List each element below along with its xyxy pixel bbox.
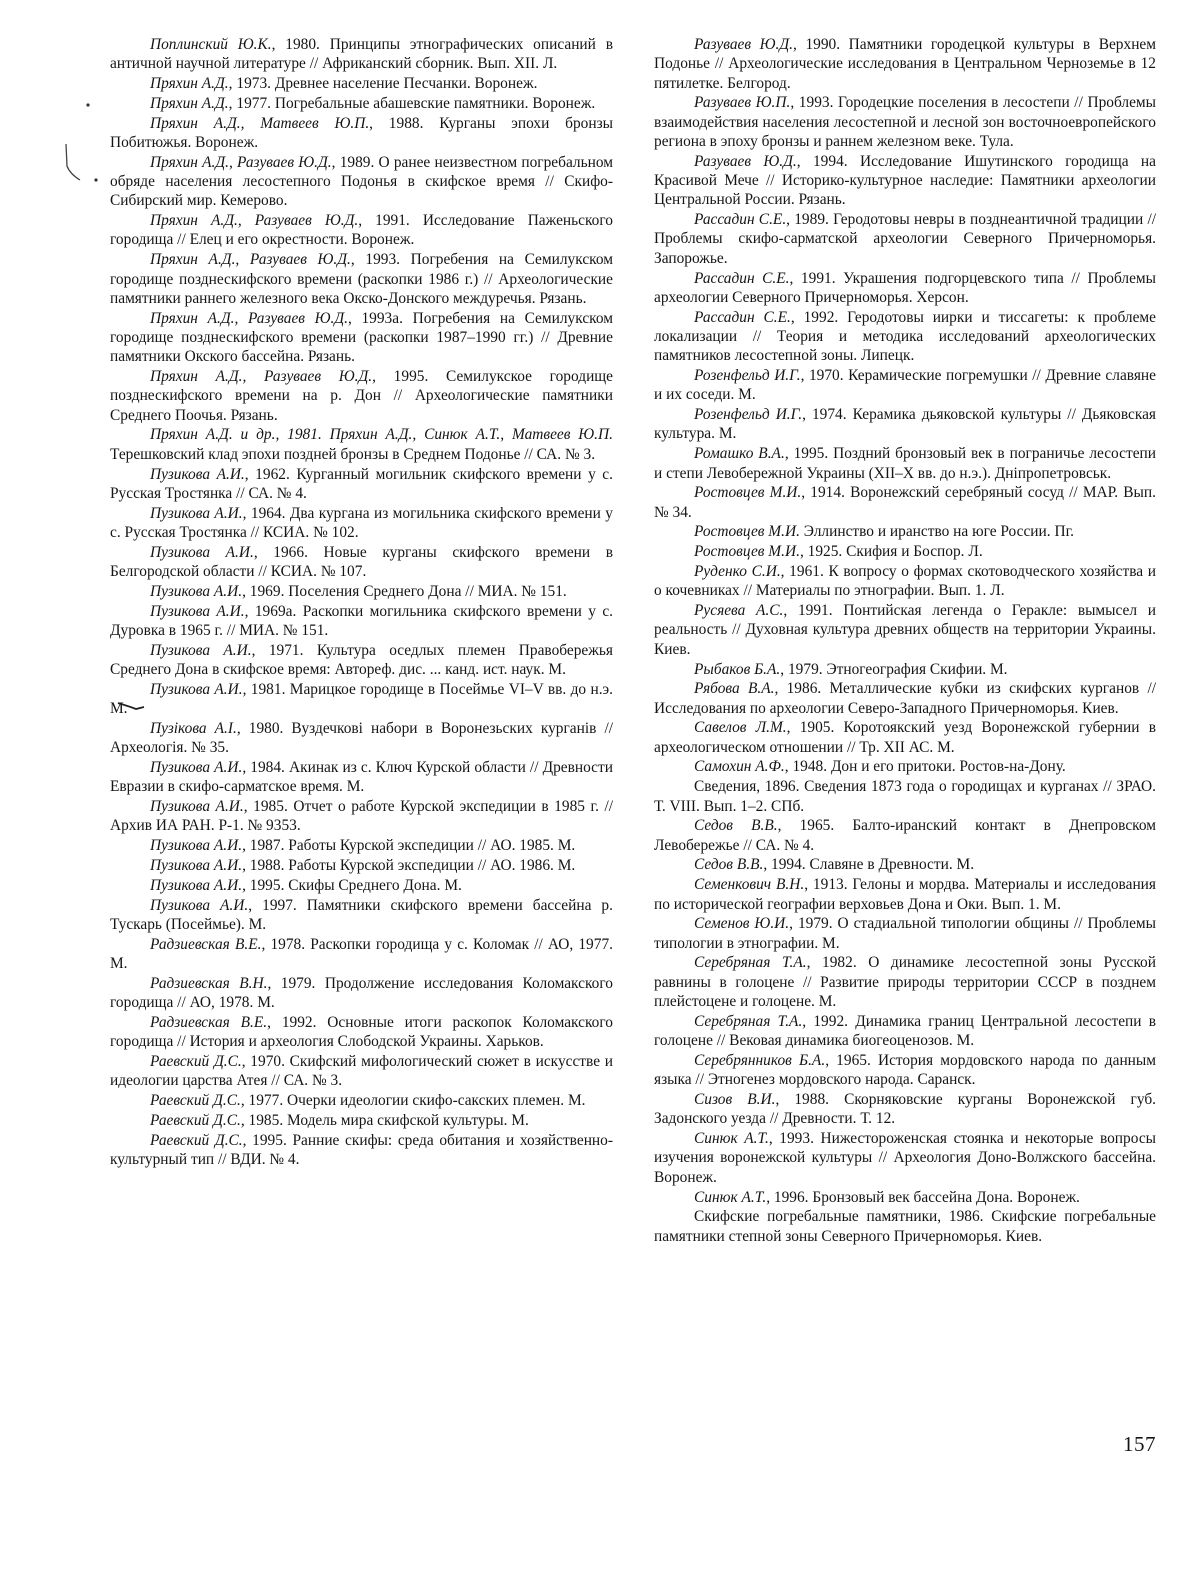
entry-author: Разуваев Ю.П. bbox=[694, 94, 791, 112]
entry-author: Руденко С.И. bbox=[694, 563, 781, 581]
entry-author: Пузикова А.И. bbox=[150, 876, 243, 894]
bibliography-entry bbox=[110, 153, 613, 211]
bibliography-entry bbox=[110, 602, 613, 641]
entry-author: Пряхин А.Д., Разуваев Ю.Д. bbox=[150, 153, 332, 171]
entry-text: , 1995. Скифы Среднего Дона. М. bbox=[242, 876, 462, 894]
entry-text: , 1992. Основные итоги раскопок Коломакского городища // История и археология Слободской Украины. Харьков. bbox=[110, 1013, 613, 1051]
bibliography-entry bbox=[110, 250, 613, 308]
entry-text: , 1914. Воронежский серебряный сосуд // МАР. Вып. № 34. bbox=[654, 484, 1156, 521]
entry-author: Рассадин С.Е. bbox=[694, 269, 790, 287]
entry-author: Ростовцев М.И. bbox=[694, 523, 800, 541]
entry-text: , 1977. Очерки идеологии скифо-сакских племен. М. bbox=[240, 1092, 586, 1110]
entry-author: Пузикова А.И. bbox=[150, 504, 243, 522]
entry-author: Рябова В.А. bbox=[694, 680, 775, 698]
entry-text: Терешковский клад эпохи поздней бронзы в Среднем Подонье // СА. № 3. bbox=[110, 445, 596, 463]
entry-text: , 1962. Курганный могильник скифского времени у с. Русская Тростянка // СА. № 4. bbox=[110, 465, 613, 502]
entry-text: , 1965. История мордовского народа по данным языка // Этногенез мордовского народа. Саранск. bbox=[654, 1051, 1156, 1089]
entry-text: , 1961. К вопросу о формах скотоводческого хозяйства и о кочевниках // Материалы по этнографии. Вып. 1. Л. bbox=[654, 563, 1156, 600]
bibliography-entry bbox=[110, 35, 613, 74]
page-number: 157 bbox=[1123, 1432, 1156, 1456]
bibliography-entry bbox=[110, 465, 613, 504]
entry-text: , 1989. О ранее неизвестном погребальном обряде населения лесостепного Подонья в скифское время // Скифо-Сибирский мир. Кемерово. bbox=[110, 153, 614, 210]
entry-text: , 1995. Семилукское городище позднескифского времени на р. Дон // Археологические памятники Среднего Поочья. Рязань. bbox=[110, 368, 613, 424]
bibliography-entry bbox=[110, 1111, 613, 1130]
entry-text: , 1995. Ранние скифы: среда обитания и хозяйственно-культурный тип // ВДИ. № 4. bbox=[110, 1131, 613, 1168]
entry-text: , 1913. Гелоны и мордва. Материалы и исследования по исторической географии верховьев Дона и Оки. Вып. 1. М. bbox=[654, 876, 1156, 913]
bibliography-entry bbox=[654, 1188, 1156, 1207]
entry-text: , 1980. Вуздечкові набори в Воронезьских курганів // Археологія. № 35. bbox=[110, 719, 613, 757]
entry-text: Эллинство и иранство на юге России. Пг. bbox=[799, 523, 1075, 541]
bibliography-entry bbox=[110, 1013, 613, 1052]
entry-author: Пузикова А.И. bbox=[150, 602, 245, 620]
entry-author: Пузикова А.И. bbox=[150, 798, 244, 816]
entry-author: Седов В.В. bbox=[694, 856, 764, 874]
bibliography-entry bbox=[110, 836, 613, 855]
entry-author: Семенкович В.Н. bbox=[694, 876, 805, 894]
entry-author: Пряхин А.Д. bbox=[150, 94, 229, 112]
entry-author: Серебряная Т.А. bbox=[694, 954, 807, 972]
bibliography-entry bbox=[110, 641, 613, 680]
bibliography-entry bbox=[654, 93, 1156, 151]
entry-author: Разуваев Ю.Д. bbox=[694, 152, 797, 170]
entry-text: , 1974. Керамика дьяковской культуры // Дьяковская культура. М. bbox=[654, 406, 1157, 443]
entry-author: Рассадин С.Е. bbox=[694, 308, 791, 326]
bibliography-entry bbox=[654, 601, 1156, 659]
bibliography-entry bbox=[110, 856, 613, 875]
entry-text: , 1964. Два кургана из могильника скифского времени у с. Русская Тростянка // КСИА. № 102. bbox=[110, 504, 613, 541]
entry-text: , 1979. Продолжение исследования Коломакского городища // АО, 1978. М. bbox=[110, 974, 613, 1012]
entry-text: , 1969а. Раскопки могильника скифского времени у с. Дуровка в 1965 г. // МИА. № 151. bbox=[110, 602, 613, 639]
bibliography-entry bbox=[110, 74, 613, 93]
entry-text: , 1966. Новые курганы скифского времени в Белгородской области // КСИА. № 107. bbox=[110, 543, 613, 581]
entry-author: Пузикова А.И. bbox=[150, 543, 254, 561]
bibliography-entry bbox=[654, 1051, 1156, 1090]
entry-text: , 1991. Исследование Паженьского городища // Елец и его окрестности. Воронеж. bbox=[110, 212, 613, 249]
entry-text: , 1988. Скорняковские курганы Воронежской губ. Задонского уезда // Древности. Т. 12. bbox=[654, 1091, 1156, 1128]
entry-author: Пузикова А.И. bbox=[150, 680, 243, 698]
bibliography-entry bbox=[654, 542, 1156, 561]
entry-author: Пряхин А.Д. bbox=[150, 75, 229, 93]
entry-text: , 1969. Поселения Среднего Дона // МИА. № 151. bbox=[242, 582, 567, 600]
entry-text: , 1988. Работы Курской экспедиции // АО. 1986. М. bbox=[242, 856, 576, 874]
entry-text: , 1989. Геродотовы невры в позднеантичной традиции // Проблемы скифо-сарматской археологии Северного Причерноморья. Запорожье. bbox=[654, 211, 1156, 267]
bibliography-column-left bbox=[110, 35, 613, 1170]
entry-author: Пузикова А.И. bbox=[150, 641, 252, 659]
entry-author: Радзиевская В.Е. bbox=[150, 1013, 268, 1031]
bibliography-entry bbox=[110, 876, 613, 895]
entry-author: Серебрянников Б.А. bbox=[694, 1051, 826, 1069]
bibliography-entry bbox=[110, 504, 613, 543]
entry-author: Розенфельд И.Г. bbox=[694, 406, 803, 424]
bibliography-entry bbox=[110, 797, 613, 836]
entry-author: Пряхин А.Д., Разуваев Ю.Д. bbox=[150, 368, 373, 386]
entry-text: , 1994. Славяне в Древности. М. bbox=[763, 856, 975, 874]
entry-text: , 1995. Поздний бронзовый век в пограничье лесостепи и степи Левобережной Украины (XII–X вв. до н.э.). Днiпропетровськ. bbox=[654, 445, 1156, 482]
bibliography-entry bbox=[110, 367, 613, 425]
bibliography-entry bbox=[654, 1012, 1156, 1051]
bibliography-entry bbox=[654, 1090, 1156, 1129]
entry-author: Раевский Д.С. bbox=[150, 1092, 241, 1110]
bibliography-entry bbox=[110, 974, 613, 1013]
entry-text: , 1970. Скифский мифологический сюжет в искусстве и идеологии царства Атея // СА. № 3. bbox=[110, 1052, 613, 1090]
entry-author: Серебряная Т.А. bbox=[694, 1012, 803, 1030]
entry-text: , 1993а. Погребения на Семилукском городище позднескифского времени (раскопки 1987–1990 гг.) // Древние памятники Окского бассейна. Рязань. bbox=[110, 309, 613, 366]
bibliography-entry bbox=[110, 114, 613, 153]
bibliography-entry bbox=[654, 210, 1156, 268]
bibliography-entry bbox=[110, 680, 613, 719]
bibliography-entry bbox=[654, 777, 1156, 816]
entry-author: Русяева А.С. bbox=[694, 602, 784, 620]
entry-text: , 1992. Динамика границ Центральной лесостепи в голоцене // Вековая динамика биогеоценозов. М. bbox=[654, 1012, 1156, 1050]
bibliography-entry bbox=[110, 1052, 613, 1091]
bibliography-entry bbox=[110, 211, 613, 250]
bibliography-entry bbox=[110, 758, 613, 797]
entry-author: Самохин А.Ф. bbox=[694, 758, 785, 776]
entry-author: Пузикова А.И. bbox=[150, 758, 243, 776]
entry-author: Пузикова А.И. bbox=[150, 465, 245, 483]
bibliography-entry bbox=[654, 308, 1156, 366]
entry-author: Савелов Л.М. bbox=[694, 719, 787, 737]
entry-text: , 1991. Украшения подгорцевского типа // Проблемы археологии Северного Причерноморья. Херсон. bbox=[654, 269, 1156, 306]
bibliography-entry bbox=[654, 953, 1156, 1011]
entry-author: Синюк А.Т. bbox=[694, 1188, 767, 1206]
bibliography-entry bbox=[654, 855, 1156, 874]
bibliography-entry bbox=[654, 757, 1156, 776]
entry-author: Ростовцев М.И. bbox=[694, 543, 800, 561]
bibliography-entry bbox=[110, 425, 613, 464]
bibliography-entry bbox=[110, 309, 613, 367]
entry-text: , 1994. Исследование Ишутинского городища на Красивой Мече // Историко-культурное наследие: Памятники археологии Центральной России. Рязань. bbox=[654, 152, 1156, 209]
bibliography-entry bbox=[654, 718, 1156, 757]
bibliography-entry bbox=[110, 94, 613, 113]
bibliography-entry bbox=[110, 543, 613, 582]
bibliography-entry bbox=[654, 875, 1156, 914]
entry-author: Рассадин С.Е. bbox=[694, 211, 787, 229]
entry-author: Пряхин А.Д., Матвеев Ю.П. bbox=[150, 114, 370, 132]
bibliography-entry bbox=[654, 444, 1156, 483]
entry-text: , 1979. О стадиальной типологии общины // Проблемы типологии в этнографии. М. bbox=[654, 915, 1157, 952]
entry-author: Радзиевская В.Е. bbox=[150, 935, 262, 953]
entry-text: Сведения, 1896. Сведения 1873 года о городищах и курганах // ЗРАО. Т. VIII. Вып. 1–2. СПб. bbox=[654, 778, 1156, 815]
entry-author: Ромашко В.А. bbox=[694, 445, 785, 463]
bibliography-entry bbox=[110, 582, 613, 601]
bibliography-entry bbox=[654, 35, 1156, 93]
entry-author: Пузикова А.И. bbox=[150, 582, 243, 600]
entry-text: Скифские погребальные памятники, 1986. Скифские погребальные памятники степной зоны Северного Причерноморья. Киев. bbox=[654, 1208, 1156, 1245]
entry-text: , 1981. Марицкое городище в Посеймье VI–V вв. до н.э. М. bbox=[110, 680, 613, 718]
entry-author: Ростовцев М.И. bbox=[694, 484, 802, 502]
entry-text: , 1987. Работы Курской экспедиции // АО. 1985. М. bbox=[242, 837, 576, 855]
entry-text: , 1979. Этногеография Скифии. М. bbox=[780, 660, 1008, 678]
bibliography-entry bbox=[654, 483, 1156, 522]
entry-text: , 1996. Бронзовый век бассейна Дона. Воронеж. bbox=[766, 1188, 1080, 1206]
entry-text: , 1993. Нижестороженская стоянка и некоторые вопросы изучения воронежской культуры // Археология Доно-Волжского бассейна. Воронеж. bbox=[654, 1130, 1156, 1186]
entry-text: , 1991. Понтийская легенда о Геракле: вымысел и реальность // Духовная культура древних обществ на территории Украины. Киев. bbox=[654, 602, 1156, 658]
entry-text: , 1990. Памятники городецкой культуры в Верхнем Подонье // Археологические исследования в Центральном Черноземье в 12 пятилетке. Белгород. bbox=[654, 36, 1157, 92]
entry-text: , 1973. Древнее население Песчанки. Воронеж. bbox=[228, 75, 538, 93]
entry-author: Разуваев Ю.Д. bbox=[694, 36, 793, 53]
entry-author: Сизов В.И. bbox=[694, 1091, 776, 1109]
entry-text: , 1978. Раскопки городища у с. Коломак // АО, 1977. М. bbox=[110, 935, 613, 972]
bibliography-column-right bbox=[654, 35, 1156, 1246]
bibliography-entry bbox=[654, 522, 1156, 541]
bibliography-entry bbox=[654, 405, 1156, 444]
entry-text: , 1988. Курганы эпохи бронзы Побитюжья. Воронеж. bbox=[110, 114, 613, 151]
entry-author: Розенфельд И.Г. bbox=[694, 367, 801, 385]
entry-text: , 1986. Металлические кубки из скифских курганов // Исследования по археологии Северо-Западного Причерноморья. Киев. bbox=[654, 680, 1156, 717]
entry-author: Радзиевская В.Н. bbox=[150, 974, 268, 992]
entry-text: , 1984. Акинак из с. Ключ Курской области // Древности Евразии в скифо-сарматское время. М. bbox=[110, 758, 613, 796]
bibliography-entry bbox=[654, 1207, 1156, 1246]
bibliography-entry bbox=[110, 1131, 613, 1170]
bibliography-entry bbox=[654, 914, 1156, 953]
entry-text: , 1905. Коротоякский уезд Воронежской губернии в археологическом отношении // Тр. XII АС. М. bbox=[654, 719, 1156, 756]
entry-author: Пузикова А.И. bbox=[150, 896, 249, 914]
entry-text: , 1965. Балто-иранский контакт в Днепровском Левобережье // СА. № 4. bbox=[654, 817, 1157, 854]
bibliography-entry bbox=[110, 896, 613, 935]
bibliography-entry bbox=[110, 935, 613, 974]
entry-author: Пряхин А.Д., Разуваев Ю.Д. bbox=[150, 309, 348, 327]
entry-author: Раевский Д.С. bbox=[150, 1111, 241, 1129]
margin-dot-mark bbox=[92, 176, 100, 184]
entry-text: , 1993. Погребения на Семилукском городище позднескифского времени (раскопки 1986 г.) // Археологические памятники раннего железного века Окско-Донского междуречья. Рязань. bbox=[110, 251, 613, 307]
entry-text: , 1977. Погребальные абашевские памятники. Воронеж. bbox=[228, 94, 596, 112]
bibliography-entry bbox=[654, 1129, 1156, 1187]
entry-author: Пряхин А.Д., Разуваев Ю.Д. bbox=[150, 251, 351, 269]
margin-pencil-mark bbox=[56, 96, 96, 186]
bibliography-entry bbox=[110, 1091, 613, 1110]
bibliography-entry bbox=[654, 562, 1156, 601]
bibliography-entry bbox=[654, 679, 1156, 718]
entry-text: , 1993. Городецкие поселения в лесостепи // Проблемы взаимодействия населения лесостепной и лесной зон восточноевропейского региона в эпоху бронзы и раннем железном веке. Тула. bbox=[654, 94, 1156, 150]
entry-author: Раевский Д.С. bbox=[150, 1052, 242, 1070]
entry-text: , 1925. Скифия и Боспор. Л. bbox=[799, 543, 983, 561]
bibliography-entry bbox=[654, 660, 1156, 679]
entry-author: Пряхин А.Д., Разуваев Ю.Д. bbox=[150, 212, 359, 230]
entry-author: Семенов Ю.И. bbox=[694, 915, 790, 933]
entry-author: Рыбаков Б.А. bbox=[694, 660, 781, 678]
bibliography-entry bbox=[654, 269, 1156, 308]
entry-text: , 1985. Модель мира скифской культуры. М. bbox=[240, 1111, 529, 1129]
entry-text: , 1985. Отчет о работе Курской экспедиции в 1985 г. // Архив ИА РАН. Р-1. № 9353. bbox=[110, 798, 613, 835]
entry-author: Пряхин А.Д. и др., 1981. Пряхин А.Д., Синюк А.Т., Матвеев Ю.П. bbox=[150, 426, 613, 444]
bibliography-entry bbox=[110, 719, 613, 758]
entry-author: Пузикова А.И. bbox=[150, 856, 243, 874]
bibliography-entry bbox=[654, 152, 1156, 210]
entry-text: , 1980. Принципы этнографических описаний в античной научной литературе // Африканский сборник. Вып. XII. Л. bbox=[110, 36, 613, 73]
entry-author: Пузикова А.И. bbox=[150, 837, 243, 855]
entry-text: , 1970. Керамические погремушки // Древние славяне и их соседи. М. bbox=[654, 367, 1156, 404]
entry-text: , 1992. Геродотовы иирки и тиссагеты: к проблеме локализации // Теория и методика исследований археологических памятников лесостепной зоны. Липецк. bbox=[654, 308, 1156, 365]
entry-text: , 1997. Памятники скифского времени бассейна р. Тускарь (Посеймье). М. bbox=[110, 896, 613, 933]
entry-author: Пузікова А.І. bbox=[150, 719, 237, 737]
entry-author: Седов В.В. bbox=[694, 817, 778, 835]
entry-text: , 1948. Дон и его притоки. Ростов-на-Дону. bbox=[784, 758, 1066, 776]
entry-author: Раевский Д.С. bbox=[150, 1131, 243, 1149]
entry-text: , 1971. Культура оседлых племен Правобережья Среднего Дона в скифское время: Автореф. дис. ... канд. ист. наук. М. bbox=[110, 641, 613, 678]
entry-author: Синюк А.Т. bbox=[694, 1130, 769, 1148]
entry-text: , 1982. О динамике лесостепной зоны Русской равнины в голоцене // Развитие природы территории СССР в позднем плейстоцене и голоцене. М. bbox=[654, 954, 1156, 1011]
bibliography-entry bbox=[654, 816, 1156, 855]
entry-author: Поплинский Ю.К. bbox=[150, 36, 272, 53]
bibliography-entry bbox=[654, 366, 1156, 405]
